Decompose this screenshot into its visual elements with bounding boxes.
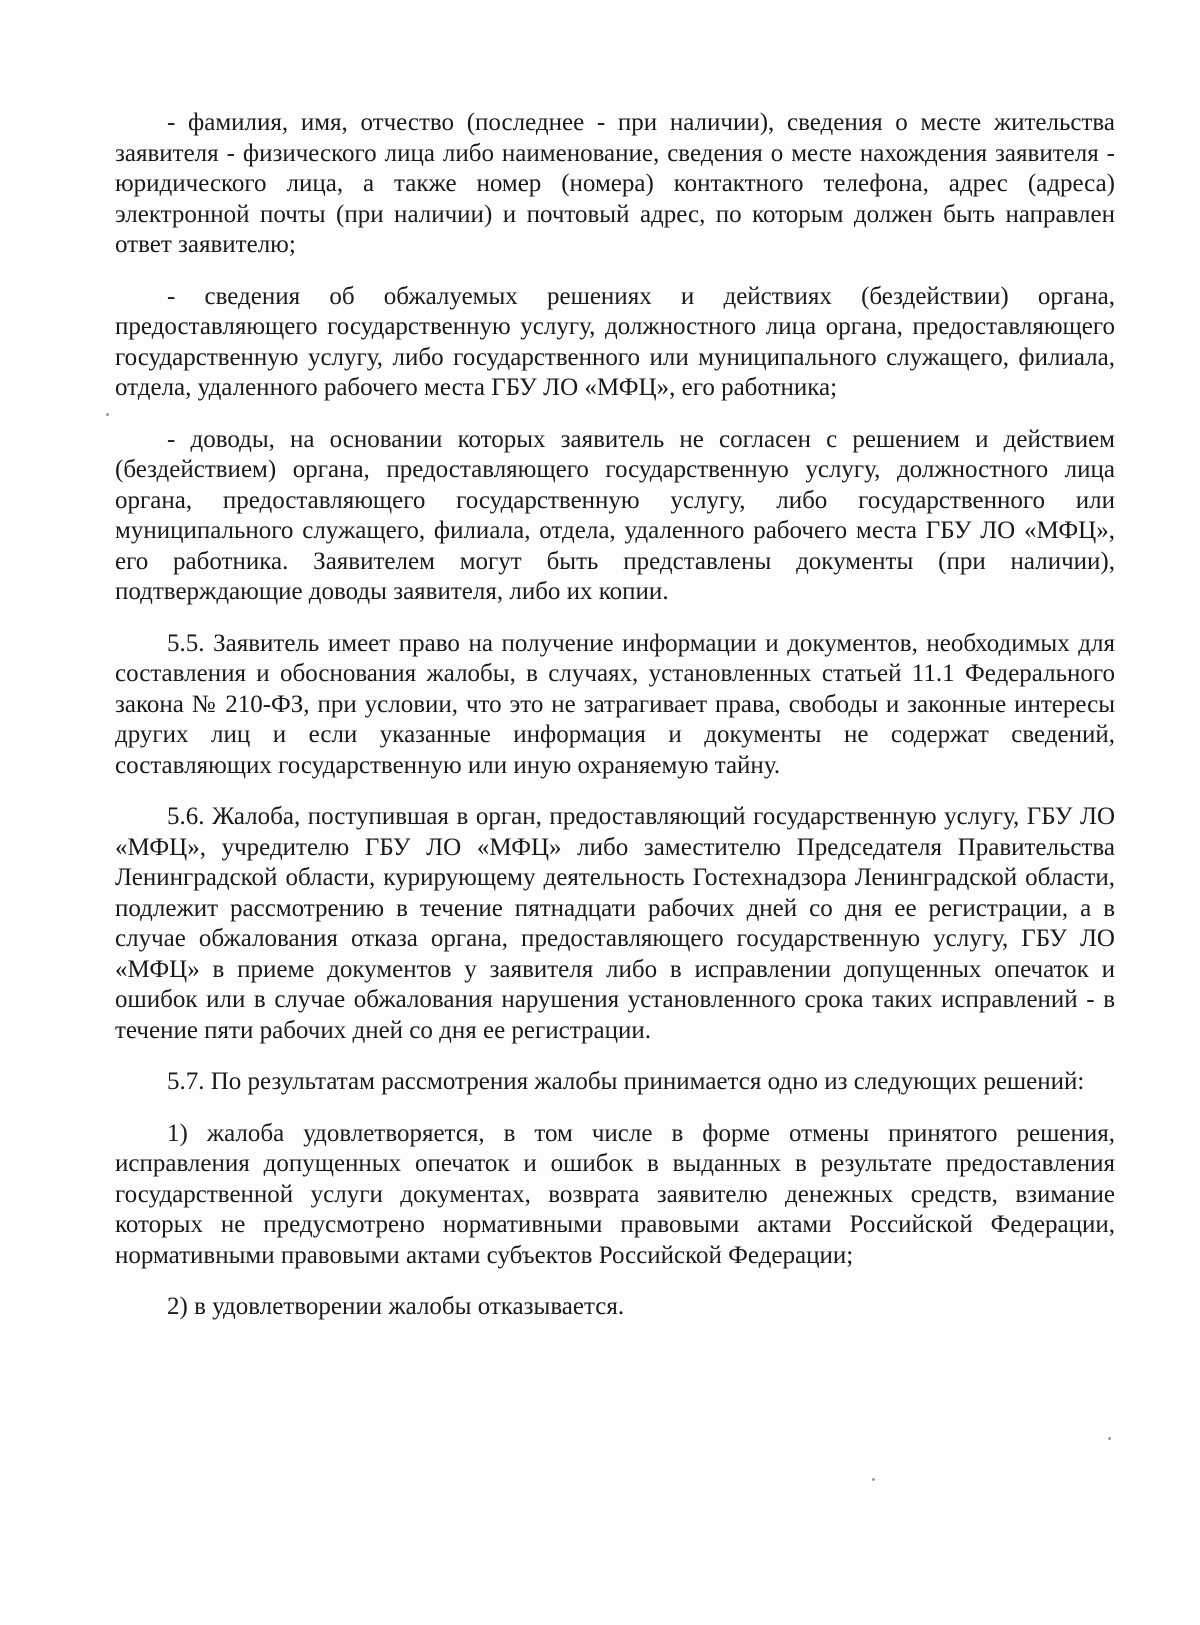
paragraph-clause-5-7: 5.7. По результатам рассмотрения жалобы принимается одно из следующих решений:	[167, 1068, 1085, 1095]
paragraph-clause-5-6: 5.6. Жалоба, поступившая в орган, предоставляющий государственную услугу, ГБУ ЛО «МФЦ», учредителю ГБУ ЛО «МФЦ» либо заместителю Председателя Правительства Ленинградской области, курирующему деятельность Гостехнадзора Ленинградской области, подлежит рассмотрению в течение пятнадцати рабочих дней со дня ее регистрации, а в случае обжалования отказа органа, предоставляющего государственную услугу, ГБУ ЛО «МФЦ» в приеме документов у заявителя либо в исправлении допущенных опечаток и ошибок или в случае обжалования нарушения установленного срока таких исправлений - в течение пяти рабочих дней со дня ее регистрации.	[115, 803, 1115, 1044]
paragraph-decision-2: 2) в удовлетворении жалобы отказывается.	[167, 1293, 625, 1320]
document-body	[115, 108, 1115, 1344]
scan-speck	[872, 1478, 875, 1481]
paragraph-decision-1: 1) жалоба удовлетворяется, в том числе в форме отмены принятого решения, исправления допущенных опечаток и ошибок в выданных в результате предоставления государственной услуги документах, возврата заявителю денежных средств, взимание которых не предусмотрено нормативными правовыми актами Российской Федерации, нормативными правовыми актами субъектов Российской Федерации;	[115, 1119, 1115, 1269]
paragraph-clause-5-5: 5.5. Заявитель имеет право на получение информации и документов, необходимых для составления и обоснования жалобы, в случаях, установленных статьей 11.1 Федерального закона № 210-ФЗ, при условии, что это не затрагивает права, свободы и законные интересы других лиц и если указанные информация и документы не содержат сведений, составляющих государственную или иную охраняемую тайну.	[115, 629, 1115, 779]
paragraph-bullet-decisions: - сведения об обжалуемых решениях и действиях (бездействии) органа, предоставляющего государственную услугу, должностного лица органа, предоставляющего государственную услугу, либо государственного или муниципального служащего, филиала, отдела, удаленного рабочего места ГБУ ЛО «МФЦ», его работника;	[115, 282, 1115, 401]
scan-speck	[106, 413, 109, 416]
scan-speck	[1108, 1437, 1111, 1440]
paragraph-bullet-fio: - фамилия, имя, отчество (последнее - при наличии), сведения о месте жительства заявителя - физического лица либо наименование, сведения о месте нахождения заявителя - юридического лица, а также номер (номера) контактного телефона, адрес (адреса) электронной почты (при наличии) и почтовый адрес, по которым должен быть направлен ответ заявителю;	[115, 109, 1115, 258]
paragraph-bullet-arguments: - доводы, на основании которых заявитель не согласен с решением и действием (бездействием) органа, предоставляющего государственную услугу, должностного лица органа, предоставляющего государственную услугу, либо государственного или муниципального служащего, филиала, отдела, удаленного рабочего места ГБУ ЛО «МФЦ», его работника. Заявителем могут быть представлены документы (при наличии), подтверждающие доводы заявителя, либо их копии.	[115, 425, 1115, 605]
